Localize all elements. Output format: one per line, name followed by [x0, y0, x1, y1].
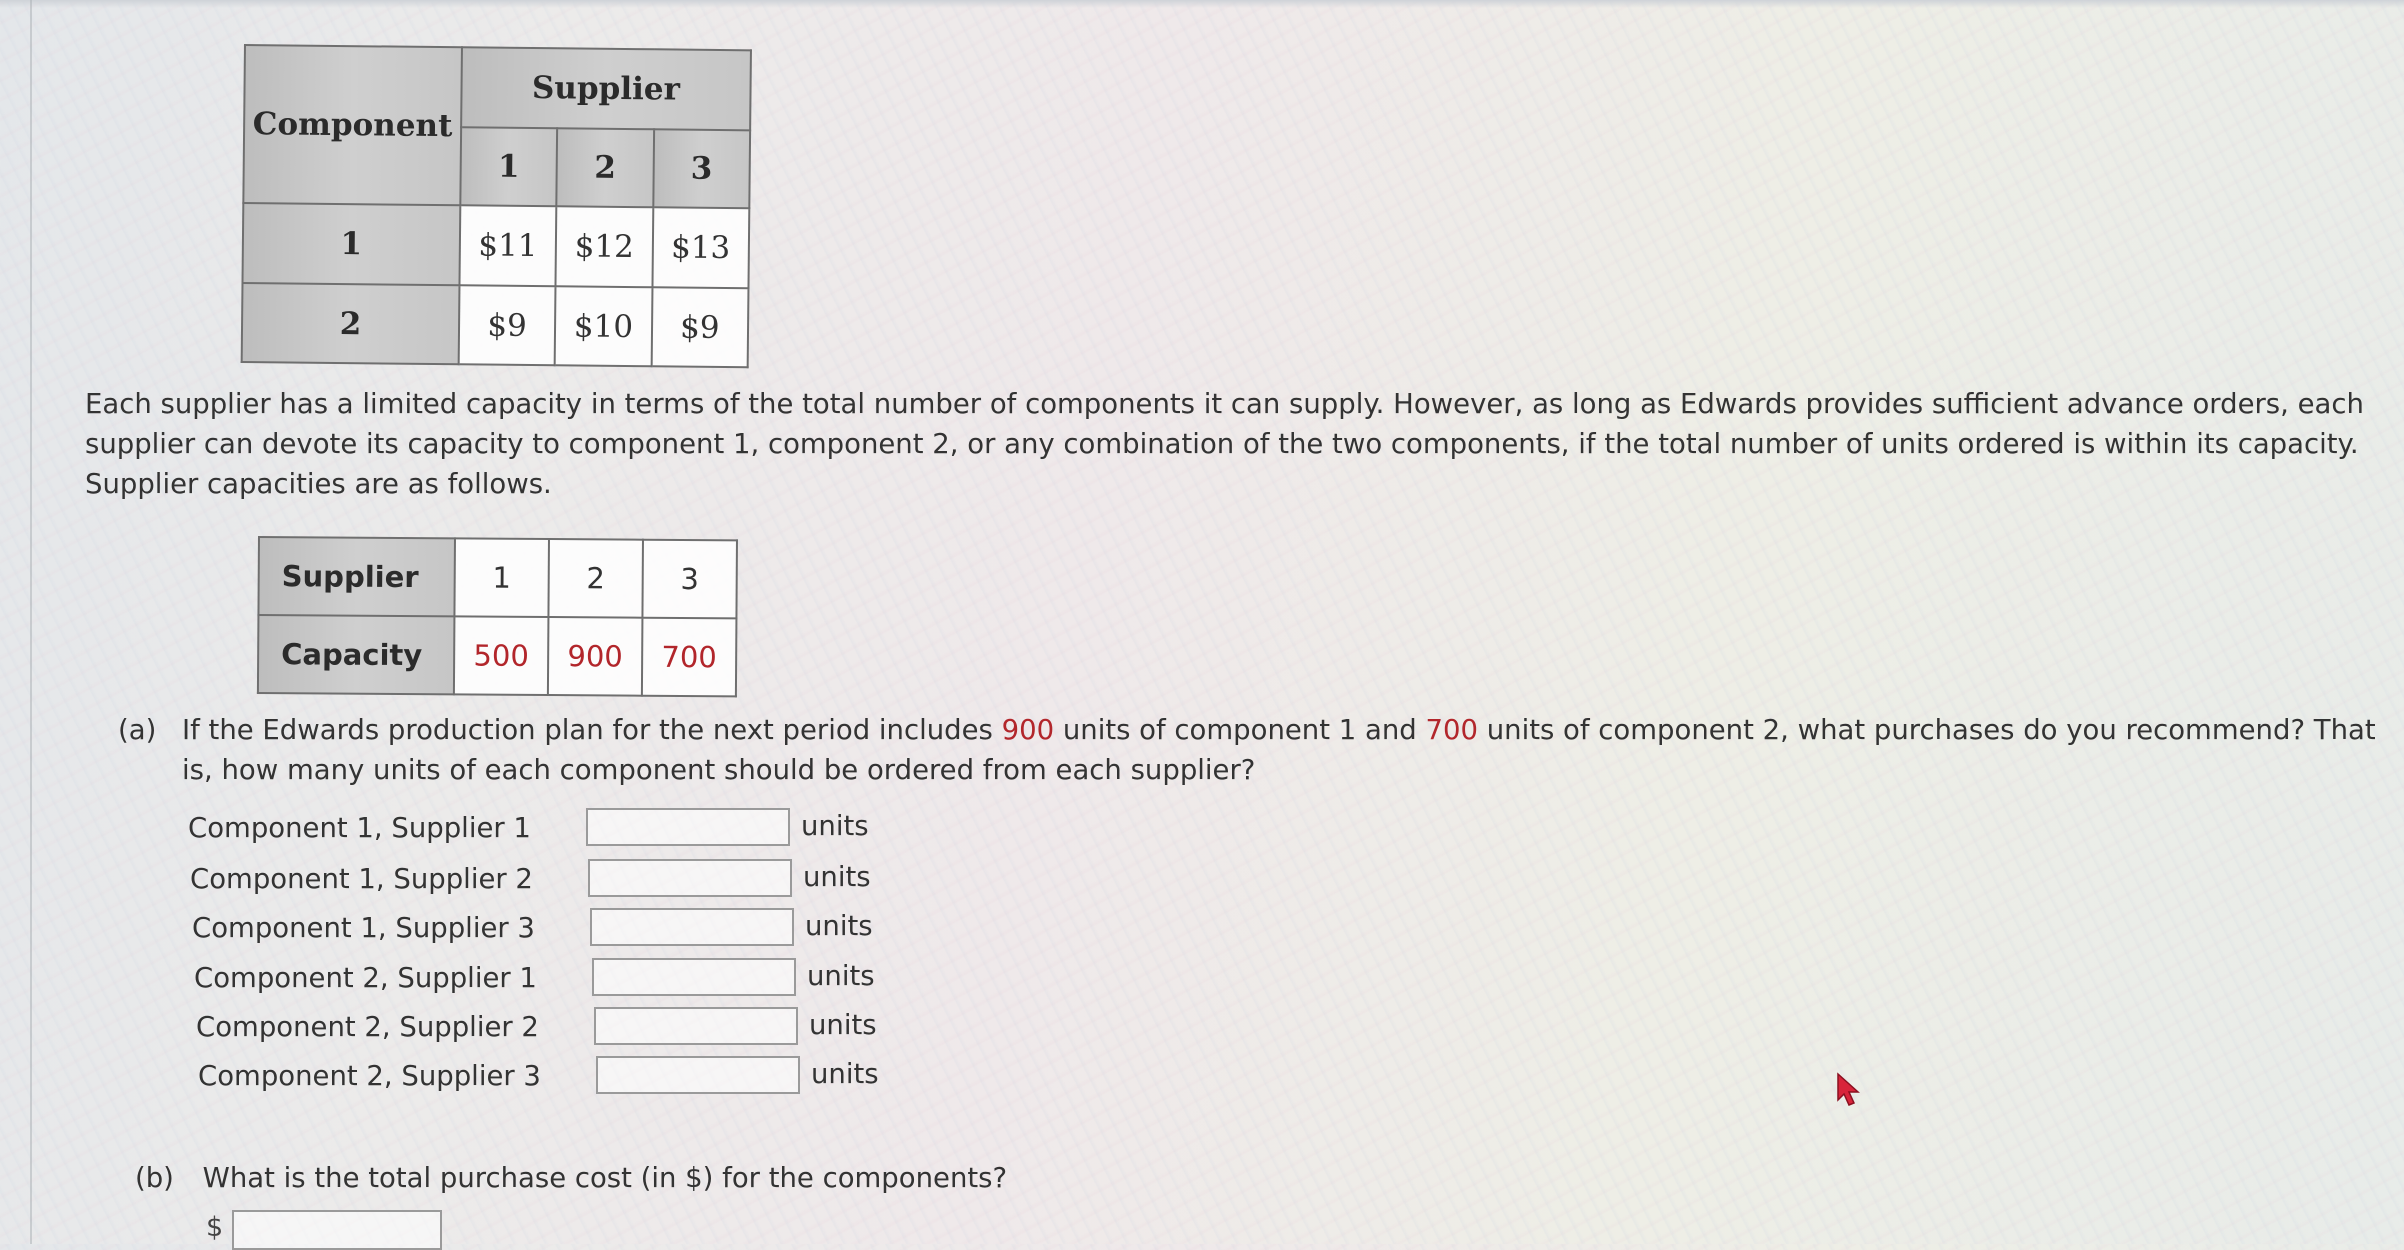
capacity-row-label: Capacity	[258, 615, 455, 694]
units-label: units	[809, 1009, 877, 1041]
question-b-text: What is the total purchase cost (in $) for the components?	[202, 1162, 1008, 1194]
question-a-line-1: If the Edwards production plan for the next period includes 900 units of component 1 and 700 units of component 2, what purchases do you recommend? That	[182, 714, 2376, 746]
capacity-description	[85, 384, 2385, 504]
units-component-1: 900	[1001, 714, 1055, 746]
answer-label: Component 2, Supplier 1	[194, 962, 537, 994]
cost-c2-s1: $9	[459, 285, 556, 365]
question-a-line-2: is, how many units of each component should be ordered from each supplier?	[182, 754, 1256, 786]
units-component-2: 700	[1425, 714, 1478, 746]
description-line-2: supplier can devote its capacity to component 1, component 2, or any combination of the two components, if the total number of units ordered is within its capacity.	[85, 428, 2359, 460]
cost-c1-s2: $12	[556, 206, 653, 287]
answer-input-c2-s2[interactable]	[594, 1007, 798, 1045]
question-b	[135, 1162, 1007, 1194]
description-line-3: Supplier capacities are as follows.	[85, 468, 552, 500]
capacity-supplier-3: 3	[642, 540, 737, 619]
supplier-col-3: 3	[653, 129, 750, 208]
question-a	[118, 710, 2376, 790]
answer-input-c1-s1[interactable]	[586, 808, 790, 846]
description-line-1: Each supplier has a limited capacity in terms of the total number of components it can supply. However, as long as Edwards provides sufficient advance orders, each	[85, 388, 2364, 420]
answer-input-c1-s3[interactable]	[590, 908, 794, 946]
answer-input-c1-s2[interactable]	[588, 859, 792, 897]
units-label: units	[807, 960, 875, 992]
capacity-value-1: 500	[454, 616, 549, 695]
page-left-border	[30, 0, 32, 1244]
component-cost-table	[241, 44, 752, 368]
question-b-tag: (b)	[135, 1162, 174, 1194]
answer-label: Component 1, Supplier 3	[192, 912, 535, 944]
units-label: units	[801, 810, 869, 842]
answer-input-c2-s1[interactable]	[592, 958, 796, 996]
component-header: Component	[243, 45, 461, 205]
answer-input-c2-s3[interactable]	[596, 1056, 800, 1094]
component-row-2-label: 2	[242, 283, 460, 364]
units-label: units	[803, 861, 871, 893]
answer-label: Component 1, Supplier 2	[190, 863, 533, 895]
cost-c2-s2: $10	[555, 286, 652, 366]
supplier-header: Supplier	[461, 47, 751, 130]
supplier-col-2: 2	[557, 128, 654, 207]
supplier-col-1: 1	[460, 127, 557, 206]
component-row-1-label: 1	[242, 203, 460, 285]
answer-label: Component 1, Supplier 1	[188, 812, 531, 844]
capacity-supplier-1: 1	[454, 538, 549, 617]
units-label: units	[805, 910, 873, 942]
capacity-value-3: 700	[642, 618, 737, 697]
cost-c2-s3: $9	[651, 287, 748, 367]
supplier-capacity-table	[257, 536, 738, 697]
window-top-edge	[0, 0, 2404, 8]
total-cost-input[interactable]	[232, 1210, 442, 1250]
mouse-cursor-icon	[1834, 1070, 1864, 1110]
cost-c1-s1: $11	[459, 205, 556, 286]
question-a-tag: (a)	[118, 714, 157, 746]
answer-label: Component 2, Supplier 3	[198, 1060, 541, 1092]
cost-c1-s3: $13	[652, 207, 749, 288]
supplier-row-label: Supplier	[258, 537, 455, 616]
capacity-supplier-2: 2	[548, 539, 643, 618]
capacity-value-2: 900	[548, 617, 643, 696]
currency-symbol: $	[206, 1212, 224, 1243]
answer-label: Component 2, Supplier 2	[196, 1011, 539, 1043]
units-label: units	[811, 1058, 879, 1090]
